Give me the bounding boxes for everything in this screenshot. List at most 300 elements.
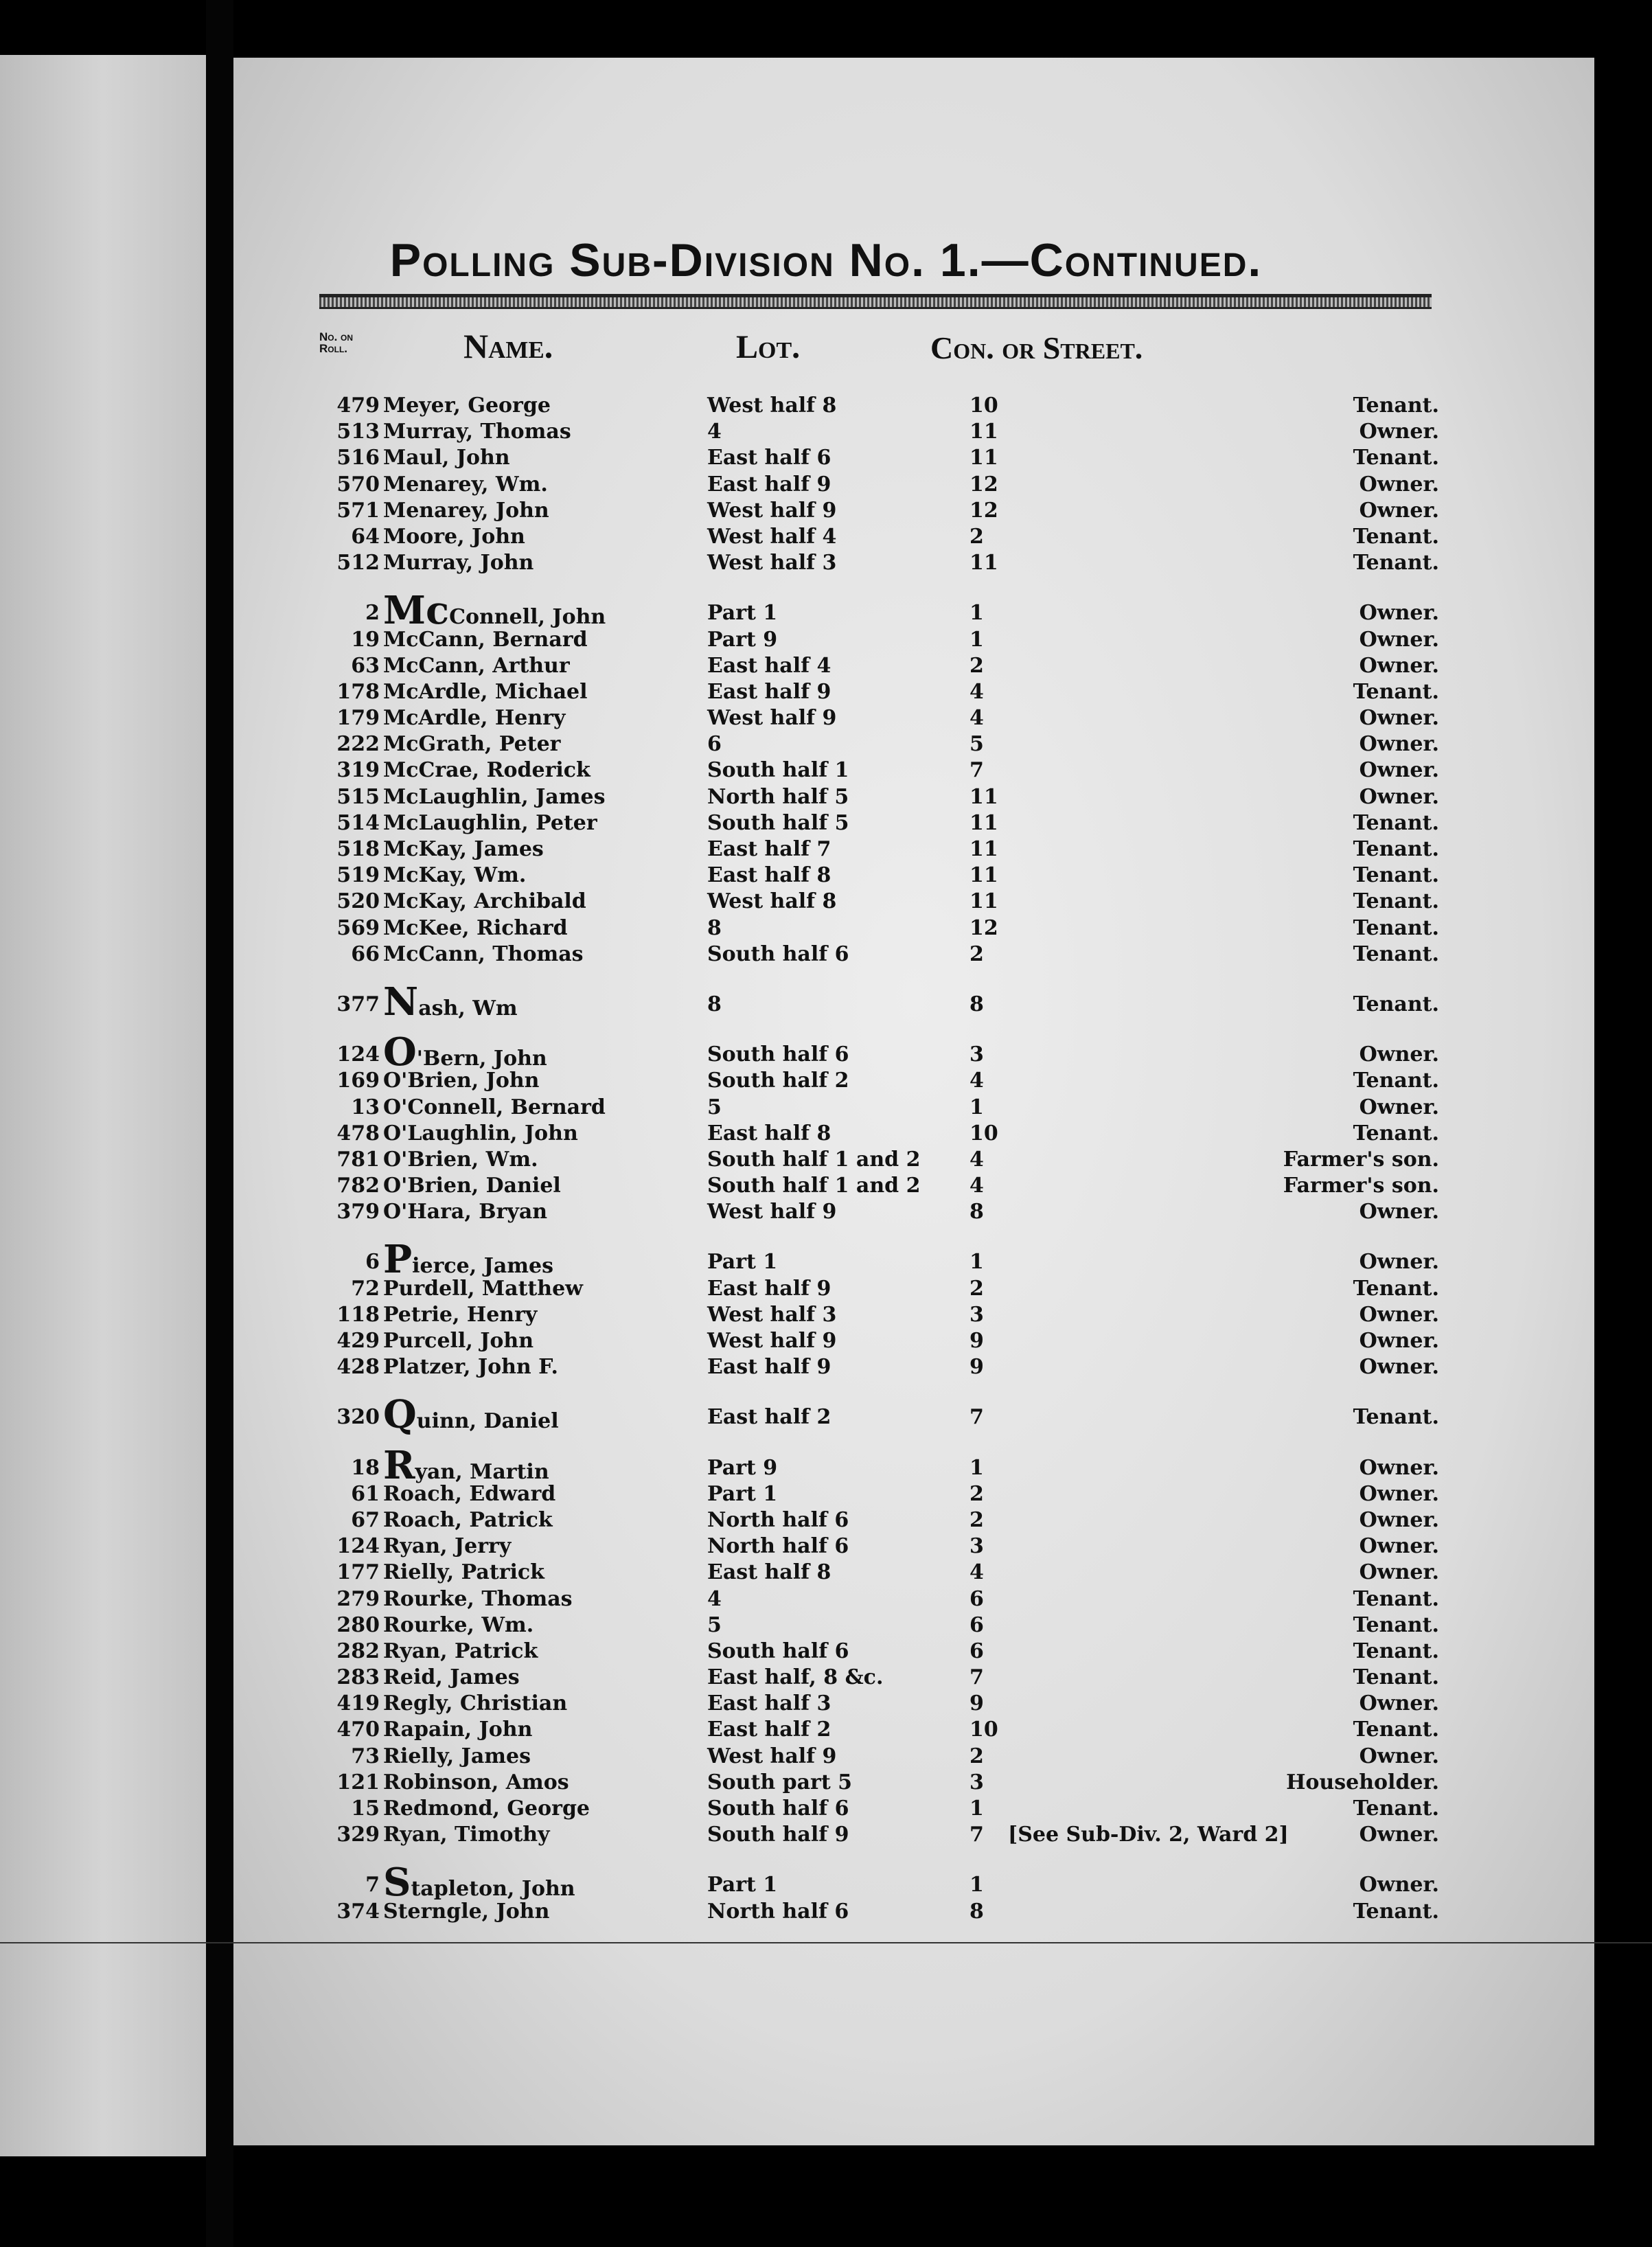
lot-cell: West half 8	[707, 889, 837, 914]
lot-cell: West half 8	[707, 393, 837, 418]
voter-name-text: Murray, Thomas	[383, 420, 571, 444]
status-cell: Owner.	[1359, 1042, 1439, 1067]
voter-row	[0, 889, 1652, 915]
voter-row	[0, 915, 1652, 942]
voter-name-text: O'Brien, John	[383, 1069, 540, 1093]
status-cell: Farmer's son.	[1283, 1174, 1439, 1198]
voter-row	[0, 1121, 1652, 1147]
voter-row	[0, 1507, 1652, 1533]
voter-name-text: ash, Wm	[418, 996, 518, 1020]
roll-number: 571	[336, 498, 380, 523]
group-initial-letter: Q	[383, 1392, 417, 1438]
status-cell: Owner.	[1359, 627, 1439, 652]
header-no-on-roll-line1: No. on	[319, 330, 354, 343]
roll-number: 177	[336, 1560, 380, 1585]
voter-name	[383, 1899, 549, 1925]
voter-row	[0, 1560, 1652, 1586]
voter-name-text: Rapain, John	[383, 1718, 533, 1742]
roll-number: 19	[351, 627, 380, 652]
lot-cell: South half 2	[707, 1069, 849, 1093]
roll-number: 179	[336, 706, 380, 731]
roll-number: 169	[336, 1069, 380, 1093]
voter-name-text: Rielly, James	[383, 1744, 531, 1768]
lot-cell: 8	[707, 992, 722, 1016]
voter-row	[0, 1612, 1652, 1639]
status-cell: Owner.	[1359, 1329, 1439, 1353]
status-cell: Owner.	[1359, 1744, 1439, 1768]
status-cell: Owner.	[1359, 1095, 1439, 1119]
status-cell: Tenant.	[1353, 992, 1439, 1016]
voter-name-text: Ryan, Jerry	[383, 1534, 512, 1559]
voter-name-text: McArdle, Henry	[383, 706, 566, 731]
voter-name	[383, 1302, 537, 1328]
voter-name-text: O'Hara, Bryan	[383, 1200, 548, 1224]
voter-name	[383, 1612, 534, 1639]
status-cell: Owner.	[1359, 732, 1439, 757]
status-cell: Tenant.	[1353, 1612, 1439, 1637]
voter-row	[0, 1237, 1652, 1283]
voter-row	[0, 1717, 1652, 1743]
voter-name-text: Purdell, Matthew	[383, 1276, 584, 1301]
voter-row	[0, 784, 1652, 810]
roll-number: 280	[336, 1612, 380, 1637]
roll-number: 64	[351, 524, 380, 549]
roll-number: 7	[365, 1873, 380, 1897]
roll-number: 429	[336, 1329, 380, 1353]
concession-cell: 8	[970, 992, 984, 1016]
voter-name	[383, 1639, 538, 1665]
concession-cell: 3	[970, 1770, 984, 1794]
lot-cell: South half 6	[707, 1639, 849, 1663]
status-cell: Tenant.	[1353, 1639, 1439, 1663]
concession-cell: 12	[970, 472, 998, 497]
voter-name	[383, 1481, 555, 1507]
voter-name	[383, 1173, 561, 1199]
concession-cell: 11	[970, 551, 998, 575]
group-initial-letter: S	[383, 1860, 411, 1906]
concession-cell: 11	[970, 784, 998, 809]
status-cell: Farmer's son.	[1283, 1147, 1439, 1172]
voter-name-text: Moore, John	[383, 524, 525, 549]
roll-number: 419	[336, 1691, 380, 1716]
group-initial-letter: Mc	[383, 588, 450, 634]
concession-cell: 1	[970, 1797, 984, 1821]
lot-cell: East half 8	[707, 1560, 831, 1585]
voter-row	[0, 1796, 1652, 1822]
roll-number: 15	[351, 1797, 380, 1821]
concession-cell: 1	[970, 1095, 984, 1119]
lot-cell: East half 9	[707, 679, 831, 704]
voter-name	[383, 1770, 569, 1796]
status-cell: Owner.	[1359, 1302, 1439, 1327]
status-cell: Tenant.	[1353, 837, 1439, 861]
voter-name	[383, 705, 565, 731]
status-cell: Owner.	[1359, 1691, 1439, 1716]
roll-number: 479	[336, 393, 380, 418]
voter-name-text: O'Brien, Wm.	[383, 1147, 538, 1172]
lot-cell: South half 6	[707, 1042, 849, 1067]
lot-cell: West half 9	[707, 498, 837, 523]
voter-row	[0, 1586, 1652, 1612]
roll-number: 377	[336, 992, 380, 1016]
concession-cell: 6	[970, 1612, 984, 1637]
lot-cell: East half 4	[707, 653, 831, 678]
roll-number: 569	[336, 915, 380, 940]
status-cell: Owner.	[1359, 1200, 1439, 1224]
voter-row	[0, 498, 1652, 524]
lot-cell: East half 9	[707, 1276, 831, 1301]
voter-name	[383, 1533, 511, 1560]
voter-name-text: Menarey, John	[383, 498, 549, 523]
status-cell: Owner.	[1359, 1481, 1439, 1506]
voter-name	[383, 1147, 538, 1173]
concession-cell: 7	[970, 1405, 984, 1430]
roll-number: 470	[336, 1718, 380, 1742]
concession-cell: 4	[970, 1560, 984, 1585]
status-cell: Tenant.	[1353, 1718, 1439, 1742]
voter-name	[383, 1392, 559, 1438]
voter-row	[0, 1068, 1652, 1094]
voter-row	[0, 1533, 1652, 1560]
roll-number: 515	[336, 784, 380, 809]
status-cell: Owner.	[1359, 498, 1439, 523]
status-cell: Tenant.	[1353, 863, 1439, 888]
lot-cell: 8	[707, 915, 722, 940]
header-no-on-roll	[319, 331, 353, 354]
voter-name	[383, 498, 549, 524]
header-name: Name.	[463, 327, 553, 365]
voter-name-text: McCann, Arthur	[383, 653, 570, 678]
page-title: Polling Sub-Division No. 1.—Continued.	[389, 234, 1263, 286]
voter-name	[383, 942, 584, 968]
voter-row	[0, 1302, 1652, 1328]
roll-number: 374	[336, 1899, 380, 1924]
roll-number: 118	[336, 1302, 380, 1327]
roll-number: 18	[351, 1455, 380, 1480]
voter-name	[383, 1068, 540, 1094]
concession-cell: 10	[970, 1121, 998, 1145]
group-initial-letter: N	[383, 979, 419, 1025]
voter-name-text: Rielly, Patrick	[383, 1560, 544, 1585]
voter-name	[383, 524, 525, 550]
status-cell: Tenant.	[1353, 942, 1439, 966]
voter-name-text: Ryan, Timothy	[383, 1823, 550, 1847]
voter-name-text: Platzer, John F.	[383, 1355, 558, 1380]
lot-cell: West half 3	[707, 551, 837, 575]
roll-number: 124	[336, 1042, 380, 1067]
status-cell: Tenant.	[1353, 393, 1439, 418]
roll-number: 428	[336, 1355, 380, 1380]
voter-name	[383, 393, 551, 419]
concession-cell: 10	[970, 1718, 998, 1742]
voter-row	[0, 1173, 1652, 1199]
voter-name	[383, 863, 526, 889]
lot-cell: East half 2	[707, 1718, 831, 1742]
voter-row	[0, 1328, 1652, 1354]
status-cell: Tenant.	[1353, 679, 1439, 704]
voter-name-text: Sterngle, John	[383, 1899, 550, 1924]
voter-name-text: Meyer, George	[383, 393, 551, 418]
roll-number: 61	[351, 1481, 380, 1506]
voter-name	[383, 550, 534, 576]
roll-number: 516	[336, 446, 380, 470]
voter-name-text: McCann, Bernard	[383, 627, 588, 652]
lot-cell: 4	[707, 1586, 722, 1611]
status-cell: Tenant.	[1353, 524, 1439, 549]
concession-cell: 4	[970, 679, 984, 704]
concession-cell: 5	[970, 732, 984, 757]
voter-row	[0, 419, 1652, 445]
status-cell: Tenant.	[1353, 551, 1439, 575]
voter-name	[383, 1276, 583, 1302]
roll-number: 320	[336, 1405, 380, 1430]
voter-row	[0, 810, 1652, 836]
concession-cell: 2	[970, 1744, 984, 1768]
voter-row	[0, 1029, 1652, 1075]
voter-name	[383, 1328, 534, 1354]
voter-name	[383, 679, 588, 705]
lot-cell: South half 9	[707, 1823, 849, 1847]
lot-cell: 5	[707, 1095, 722, 1119]
concession-cell: 2	[970, 653, 984, 678]
bottom-rule	[0, 1942, 1652, 1943]
header-con-or-street: Con. or Street.	[930, 330, 1143, 365]
voter-name	[383, 1665, 520, 1691]
status-cell: Owner.	[1359, 1534, 1439, 1559]
lot-cell: East half, 8 &c.	[707, 1665, 884, 1690]
voter-name	[383, 419, 571, 445]
voter-row	[0, 1822, 1652, 1848]
status-cell: Tenant.	[1353, 446, 1439, 470]
concession-cell: 2	[970, 524, 984, 549]
voter-name-text: Petrie, Henry	[383, 1302, 538, 1327]
concession-cell: 9	[970, 1691, 984, 1716]
status-cell: Tenant.	[1353, 889, 1439, 914]
concession-cell: 1	[970, 627, 984, 652]
lot-cell: West half 9	[707, 706, 837, 731]
voter-row	[0, 1899, 1652, 1925]
roll-number: 283	[336, 1665, 380, 1690]
voter-row	[0, 1639, 1652, 1665]
concession-cell: 8	[970, 1899, 984, 1924]
roll-number: 63	[351, 653, 380, 678]
status-cell: Tenant.	[1353, 915, 1439, 940]
concession-cell: 8	[970, 1200, 984, 1224]
status-cell: Tenant.	[1353, 1797, 1439, 1821]
status-cell: Owner.	[1359, 758, 1439, 783]
concession-cell: 9	[970, 1355, 984, 1380]
voter-name-text: ierce, James	[412, 1254, 553, 1279]
roll-number: 2	[365, 601, 380, 626]
voter-name-text: Rourke, Wm.	[383, 1612, 534, 1637]
voter-row	[0, 472, 1652, 498]
roll-number: 178	[336, 679, 380, 704]
status-cell: Householder.	[1286, 1770, 1439, 1794]
voter-name	[383, 445, 510, 471]
voter-name	[383, 1717, 532, 1743]
roll-number: 319	[336, 758, 380, 783]
voter-name	[383, 1586, 573, 1612]
roll-number: 781	[336, 1147, 380, 1172]
lot-cell: North half 5	[707, 784, 849, 809]
voter-row	[0, 863, 1652, 889]
status-cell: Owner.	[1359, 601, 1439, 626]
concession-cell: 6	[970, 1639, 984, 1663]
voter-row	[0, 679, 1652, 705]
lot-cell: South half 1	[707, 758, 849, 783]
roll-number: 329	[336, 1823, 380, 1847]
voter-name	[383, 915, 568, 942]
roll-number: 66	[351, 942, 380, 966]
concession-cell: 4	[970, 1069, 984, 1093]
voter-row	[0, 1354, 1652, 1380]
voter-name	[383, 1507, 553, 1533]
roll-number: 478	[336, 1121, 380, 1145]
voter-name-text: McArdle, Michael	[383, 679, 588, 704]
lot-cell: East half 8	[707, 1121, 831, 1145]
voter-row	[0, 1860, 1652, 1906]
voter-name	[383, 1121, 578, 1147]
lot-cell: 4	[707, 420, 722, 444]
lot-cell: South half 6	[707, 1797, 849, 1821]
voter-row	[0, 1770, 1652, 1796]
concession-cell: 7	[970, 1823, 984, 1847]
voter-row	[0, 588, 1652, 634]
concession-cell: 6	[970, 1586, 984, 1611]
concession-cell: 3	[970, 1534, 984, 1559]
voter-name	[383, 1095, 606, 1121]
lot-cell: West half 9	[707, 1200, 837, 1224]
voter-name-text: tapleton, John	[411, 1877, 575, 1902]
lot-cell: East half 9	[707, 1355, 831, 1380]
concession-cell: 11	[970, 446, 998, 470]
status-cell: Tenant.	[1353, 1586, 1439, 1611]
status-cell: Owner.	[1359, 1560, 1439, 1585]
header-no-on-roll-line2: Roll.	[319, 342, 347, 355]
roll-number: 121	[336, 1770, 380, 1794]
roll-number: 67	[351, 1507, 380, 1532]
roll-number: 222	[336, 732, 380, 757]
concession-cell: 2	[970, 1481, 984, 1506]
voter-name	[383, 889, 586, 915]
lot-cell: South half 1 and 2	[707, 1174, 921, 1198]
concession-cell: 3	[970, 1042, 984, 1067]
voter-name-text: McKay, Wm.	[383, 863, 527, 888]
lot-cell: North half 6	[707, 1507, 849, 1532]
voter-row	[0, 1147, 1652, 1173]
lot-cell: East half 6	[707, 446, 831, 470]
voter-row	[0, 757, 1652, 784]
voter-row	[0, 1691, 1652, 1717]
group-initial-letter: O	[383, 1029, 417, 1075]
roll-number: 72	[351, 1276, 380, 1301]
status-cell: Tenant.	[1353, 1069, 1439, 1093]
status-cell: Tenant.	[1353, 1121, 1439, 1145]
lot-cell: Part 9	[707, 1455, 778, 1480]
voter-name	[383, 1560, 544, 1586]
voter-name-text: McLaughlin, James	[383, 784, 606, 809]
concession-cell: 7	[970, 1665, 984, 1690]
voter-list	[0, 393, 1652, 1925]
group-initial-letter: R	[383, 1442, 415, 1488]
roll-number: 73	[351, 1744, 380, 1768]
roll-number: 6	[365, 1250, 380, 1275]
lot-cell: North half 6	[707, 1899, 849, 1924]
lot-cell: South part 5	[707, 1770, 852, 1794]
lot-cell: West half 4	[707, 524, 837, 549]
voter-name-text: McLaughlin, Peter	[383, 810, 597, 835]
roll-number: 513	[336, 420, 380, 444]
concession-cell: 11	[970, 863, 998, 888]
roll-number: 379	[336, 1200, 380, 1224]
voter-name-text: O'Connell, Bernard	[383, 1095, 606, 1119]
voter-name	[383, 784, 605, 810]
voter-name-text: McCann, Thomas	[383, 942, 584, 966]
lot-cell: East half 7	[707, 837, 831, 861]
voter-row	[0, 550, 1652, 576]
lot-cell: West half 3	[707, 1302, 837, 1327]
roll-number: 512	[336, 551, 380, 575]
voter-name-text: Roach, Patrick	[383, 1507, 553, 1532]
voter-row	[0, 1442, 1652, 1488]
lot-cell: West half 9	[707, 1744, 837, 1768]
lot-cell: South half 1 and 2	[707, 1147, 921, 1172]
title-rule	[319, 294, 1432, 309]
voter-name-text: McCrae, Roderick	[383, 758, 590, 783]
voter-row	[0, 705, 1652, 731]
concession-cell: 7	[970, 758, 984, 783]
roll-number: 570	[336, 472, 380, 497]
voter-name	[383, 810, 597, 836]
group-initial-letter: P	[383, 1237, 413, 1283]
voter-row	[0, 1095, 1652, 1121]
status-cell: Owner.	[1359, 1823, 1439, 1847]
status-cell: Owner.	[1359, 706, 1439, 731]
status-cell: Owner.	[1359, 784, 1439, 809]
voter-name-text: Connell, John	[449, 605, 606, 630]
voter-name-text: McKay, James	[383, 837, 544, 861]
lot-cell: Part 1	[707, 1873, 778, 1897]
lot-cell: Part 1	[707, 1250, 778, 1275]
voter-row	[0, 1481, 1652, 1507]
lot-cell: South half 5	[707, 810, 849, 835]
lot-cell: East half 3	[707, 1691, 831, 1716]
concession-cell: 11	[970, 810, 998, 835]
voter-name-text: McKay, Archibald	[383, 889, 586, 914]
status-cell: Tenant.	[1353, 810, 1439, 835]
voter-name-text: Robinson, Amos	[383, 1770, 569, 1794]
concession-cell: 4	[970, 706, 984, 731]
voter-name	[383, 1199, 547, 1225]
concession-cell: 11	[970, 889, 998, 914]
status-cell: Tenant.	[1353, 1899, 1439, 1924]
voter-row	[0, 445, 1652, 471]
concession-cell: 4	[970, 1147, 984, 1172]
lot-cell: Part 9	[707, 627, 778, 652]
voter-name-text: Redmond, George	[383, 1797, 590, 1821]
voter-name-text: Purcell, John	[383, 1329, 534, 1353]
concession-cell: 2	[970, 942, 984, 966]
voter-row	[0, 1744, 1652, 1770]
lot-cell: North half 6	[707, 1534, 849, 1559]
voter-row	[0, 1665, 1652, 1691]
voter-name-text: Reid, James	[383, 1665, 520, 1690]
voter-name	[383, 836, 544, 863]
concession-cell: 10	[970, 393, 998, 418]
roll-number: 514	[336, 810, 380, 835]
voter-name-text: Rourke, Thomas	[383, 1586, 573, 1611]
concession-cell: 1	[970, 1250, 984, 1275]
